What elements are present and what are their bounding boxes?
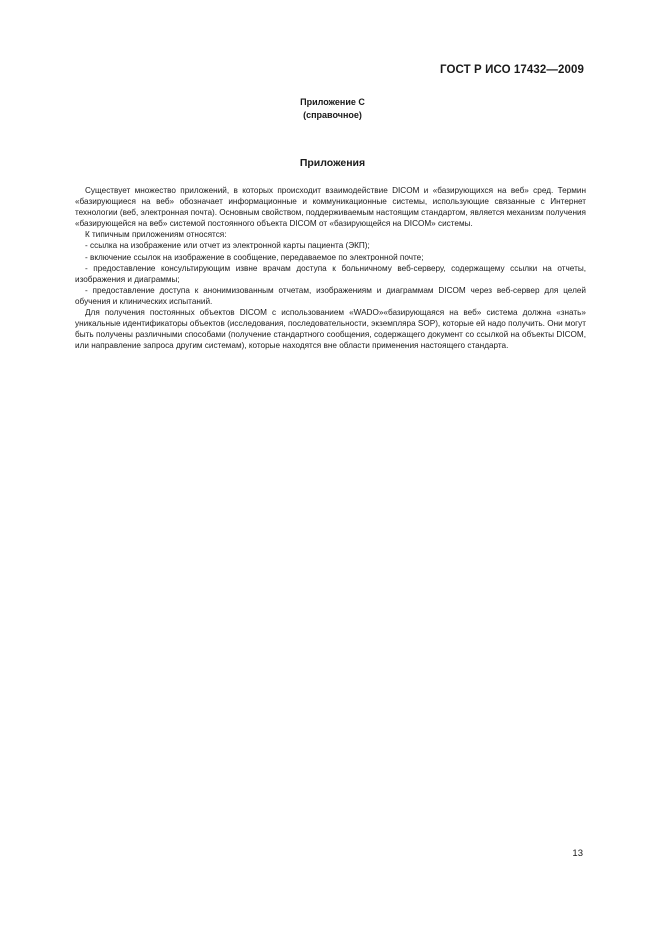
body-text [75, 185, 586, 351]
page-number: 13 [572, 848, 583, 859]
appendix-title: Приложение С [300, 97, 365, 107]
appendix-heading [0, 96, 661, 122]
paragraph-list-intro: К типичным приложениям относятся: [85, 230, 227, 240]
list-item: - предоставление консультирующим извне врачам доступа к больничному веб-серверу, содержащему ссылки на отчеты, изображения и диаграммы; [75, 263, 586, 284]
paragraph-wado: Для получения постоянных объектов DICOM с использованием «WADO»«базирующаяся на веб» система должна «знать» уникальные идентификаторы объектов (исследования, последовательности, экземпляра SOP), которые ей надо получить. Они могут быть получены различными способами (получение стандартного сообщения, содержащего документ со ссылкой на объекты DICOM, или направление запроса другим системам), которые находятся вне области применения настоящего стандарта. [75, 308, 586, 351]
list-item: - включение ссылок на изображение в сообщение, передаваемое по электронной почте; [85, 252, 424, 262]
appendix-type: (справочное) [303, 110, 362, 120]
list-item: - предоставление доступа к анонимизованным отчетам, изображениям и диаграммам DICOM через веб-сервер для целей обучения и клинических испытаний. [75, 285, 586, 306]
standard-code: ГОСТ Р ИСО 17432—2009 [439, 64, 584, 76]
list-item: - ссылка на изображение или отчет из электронной карты пациента (ЭКП); [85, 241, 370, 251]
paragraph-intro: Существует множество приложений, в которых происходит взаимодействие DICOM и «базирующихся на веб» сред. Термин «базирующиеся на веб» обозначает информационные и коммуникационные системы, использующие связанные с Интернет технологии (веб, электронная почта). Основным свойством, поддерживаемым настоящим стандартом, является механизм получения «базирующейся на веб» системой постоянного объекта DICOM от «базирующейся на DICOM» системы. [75, 186, 586, 229]
section-title: Приложения [299, 157, 366, 169]
